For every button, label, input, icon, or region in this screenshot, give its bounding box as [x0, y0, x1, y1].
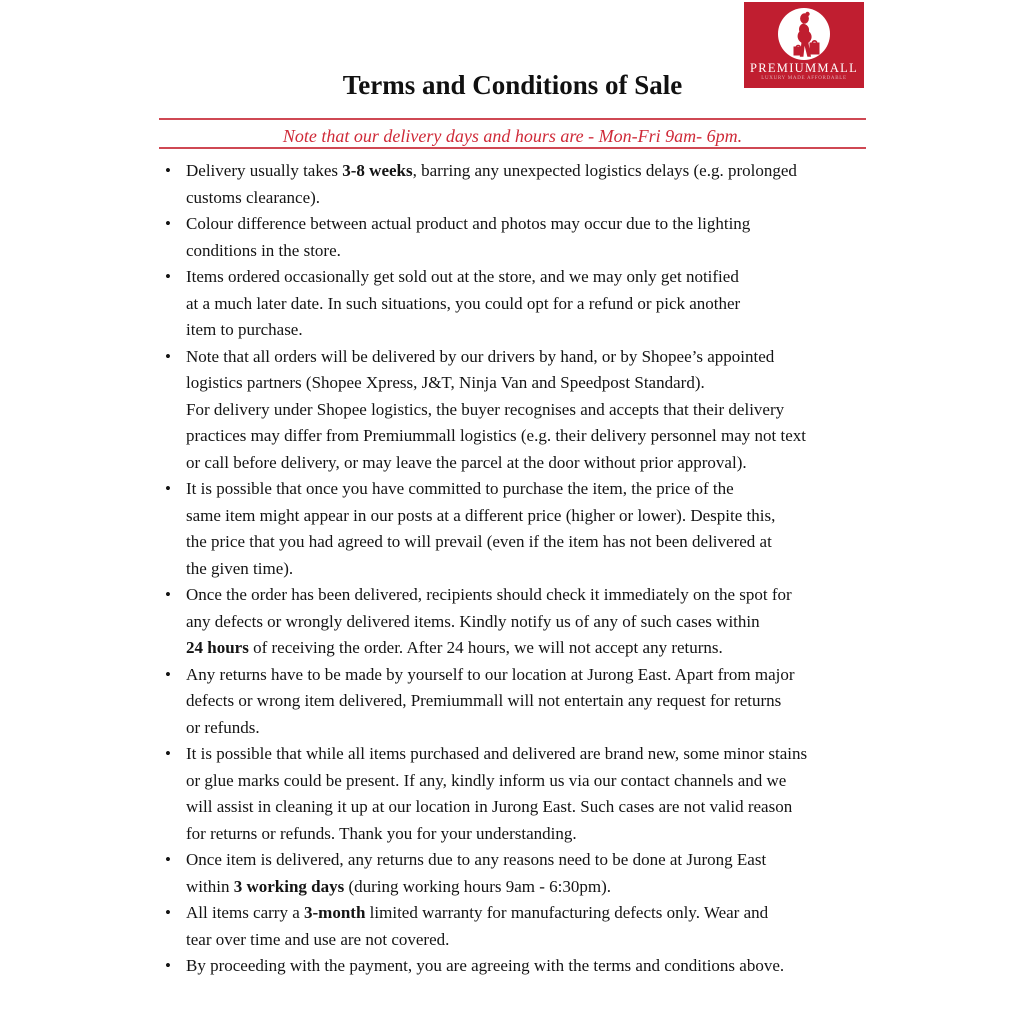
bullet-marker: • [165, 214, 171, 233]
page-title: Terms and Conditions of Sale [342, 70, 683, 100]
term-segment-bold: 3-month [304, 903, 366, 922]
term-line [186, 688, 902, 715]
term-segment: It is possible that once you have committed to purchase the item, the price of the [186, 479, 734, 498]
bullet-marker: • [165, 161, 171, 180]
term-line [186, 529, 902, 556]
term-segment: of receiving the order. After 24 hours, we will not accept any returns. [248, 638, 723, 657]
term-segment: tear over time and use are not covered. [186, 929, 450, 949]
term-segment: any defects or wrongly delivered items. Kindly notify us of any of such cases within [186, 611, 760, 631]
term-text [186, 344, 902, 477]
term-segment: limited warranty for manufacturing defects only. Wear and [365, 903, 769, 922]
term-segment: item to purchase. [186, 320, 303, 339]
term-line [186, 874, 902, 901]
bullet-marker: • [165, 479, 171, 498]
term-item-2 [162, 211, 902, 264]
bullet-marker: • [165, 903, 171, 922]
term-line [186, 741, 902, 768]
term-item-4 [162, 344, 902, 477]
term-line [186, 503, 902, 530]
term-segment: at a much later date. In such situations, you could opt for a refund or pick another [186, 293, 741, 313]
term-line [186, 158, 902, 185]
term-line [186, 953, 902, 980]
term-item-1 [162, 158, 902, 211]
term-item-9 [162, 847, 902, 900]
term-text [186, 264, 902, 344]
term-segment: will assist in cleaning it up at our location in Jurong East. Such cases are not valid reason [186, 797, 793, 816]
term-segment-bold: 24 hours [186, 638, 249, 657]
logo-brand-name: PREMIUMMALL [749, 61, 859, 75]
term-line [186, 715, 902, 742]
term-segment: the given time). [186, 558, 294, 578]
term-segment: logistics partners (Shopee Xpress, J&T, Ninja Van and Speedpost Standard). [186, 373, 705, 392]
term-segment: same item might appear in our posts at a different price (higher or lower). Despite this, [186, 505, 776, 525]
term-segment: All items carry a [186, 903, 305, 922]
term-text [186, 953, 902, 980]
term-text [186, 582, 902, 662]
term-item-10 [162, 900, 902, 953]
term-segment: Once the order has been delivered, recipients should check it immediately on the spot for [186, 585, 792, 604]
term-text [186, 900, 902, 953]
woman-with-shopping-bags-icon [777, 7, 831, 61]
term-segment: the price that you had agreed to will prevail (even if the item has not been delivered at [186, 532, 772, 551]
term-line [186, 662, 902, 689]
term-line [186, 635, 902, 662]
term-line [186, 450, 902, 477]
term-line [186, 397, 902, 424]
term-line [186, 264, 902, 291]
term-segment-bold: 3 working days [233, 876, 345, 896]
term-line [186, 794, 902, 821]
term-segment: or refunds. [186, 717, 260, 737]
red-rule-bottom [159, 147, 866, 149]
term-segment: or glue marks could be present. If any, kindly inform us via our contact channels and we [186, 770, 787, 790]
term-segment: Any returns have to be made by yourself to our location at Jurong East. Apart from major [186, 664, 795, 684]
term-line [186, 317, 902, 344]
red-rule-top [159, 118, 866, 120]
term-line [186, 609, 902, 636]
term-segment: It is possible that while all items purchased and delivered are brand new, some minor stains [186, 744, 808, 763]
term-text [186, 158, 902, 211]
bullet-marker: • [165, 346, 171, 366]
term-segment: (during working hours 9am - 6:30pm). [344, 876, 612, 896]
term-segment: Note that all orders will be delivered by our drivers by hand, or by Shopee’s appointed [186, 346, 775, 366]
term-segment: By proceeding with the payment, you are agreeing with the terms and conditions above. [186, 956, 785, 975]
term-item-7 [162, 662, 902, 742]
term-text [186, 476, 902, 582]
term-segment: practices may differ from Premiummall logistics (e.g. their delivery personnel may not text [186, 426, 807, 445]
term-item-5 [162, 476, 902, 582]
term-line [186, 370, 902, 397]
term-segment: , barring any unexpected logistics delays (e.g. prolonged [412, 161, 797, 180]
term-line [186, 185, 902, 212]
term-line [186, 211, 902, 238]
term-segment: or call before delivery, or may leave the parcel at the door without prior approval). [186, 452, 747, 472]
term-text [186, 211, 902, 264]
term-item-8 [162, 741, 902, 847]
term-line [186, 847, 902, 874]
bullet-marker: • [165, 956, 171, 975]
term-line [186, 344, 902, 371]
terms-section [162, 158, 902, 980]
term-segment-bold: 3-8 weeks [342, 161, 413, 180]
term-text [186, 847, 902, 900]
term-segment: within [186, 876, 234, 896]
terms-list [162, 158, 902, 980]
term-segment: Once item is delivered, any returns due to any reasons need to be done at Jurong East [186, 850, 767, 869]
term-line [186, 423, 902, 450]
term-line [186, 900, 902, 927]
bullet-marker: • [165, 850, 171, 869]
term-text [186, 741, 902, 847]
term-segment: defects or wrong item delivered, Premiummall will not entertain any request for returns [186, 691, 782, 710]
term-item-11 [162, 953, 902, 980]
term-line [186, 291, 902, 318]
term-item-6 [162, 582, 902, 662]
term-line [186, 768, 902, 795]
term-line [186, 556, 902, 583]
term-text [186, 662, 902, 742]
delivery-hours-notice: Note that our delivery days and hours are - Mon-Fri 9am- 6pm. [282, 126, 743, 146]
bullet-marker: • [165, 267, 171, 286]
term-line [186, 476, 902, 503]
term-segment: for returns or refunds. Thank you for your understanding. [186, 823, 577, 843]
term-segment: For delivery under Shopee logistics, the buyer recognises and accepts that their delivery [186, 399, 785, 419]
bullet-marker: • [165, 664, 171, 684]
term-segment: customs clearance). [186, 187, 321, 207]
term-item-3 [162, 264, 902, 344]
term-segment: Colour difference between actual product and photos may occur due to the lighting [186, 214, 751, 233]
bullet-marker: • [165, 744, 171, 763]
term-line [186, 582, 902, 609]
term-segment: Items ordered occasionally get sold out at the store, and we may only get notified [186, 267, 739, 286]
term-segment: Delivery usually takes [186, 161, 343, 180]
term-line [186, 821, 902, 848]
term-line [186, 927, 902, 954]
term-segment: conditions in the store. [186, 240, 341, 260]
term-line [186, 238, 902, 265]
logo-tagline: LUXURY MADE AFFORDABLE [761, 76, 847, 81]
bullet-marker: • [165, 585, 171, 604]
